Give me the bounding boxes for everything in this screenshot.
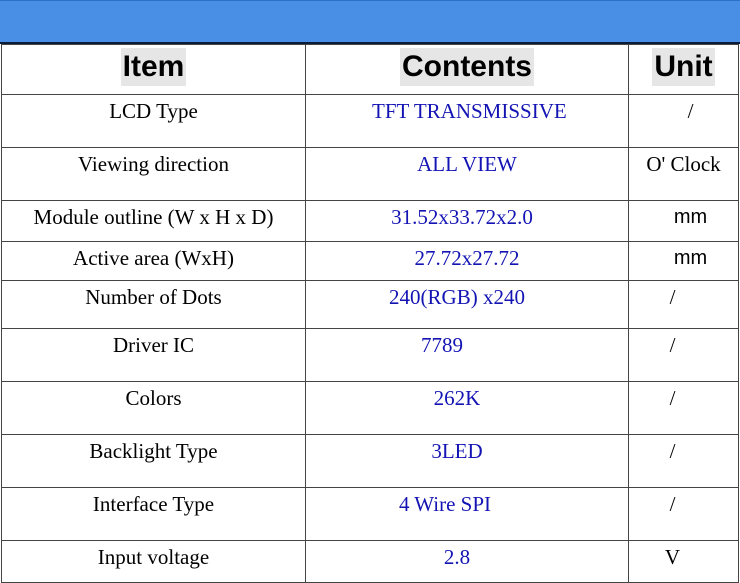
unit-value: / <box>669 386 676 410</box>
contents-cell <box>306 201 629 242</box>
item-cell <box>2 242 306 281</box>
contents-value: TFT TRANSMISSIVE <box>372 99 567 123</box>
item-cell <box>2 382 306 435</box>
contents-value: 4 Wire SPI <box>398 492 492 516</box>
item-label: Colors <box>125 386 182 410</box>
item-label: Driver IC <box>112 333 195 357</box>
item-cell <box>2 95 306 148</box>
table-row <box>2 488 739 541</box>
table-row <box>2 435 739 488</box>
unit-value: O' Clock <box>646 152 721 176</box>
item-label: Module outline (W x H x D) <box>33 205 274 229</box>
contents-cell <box>306 329 629 382</box>
item-cell <box>2 488 306 541</box>
unit-cell <box>629 382 739 435</box>
contents-value: 27.72x27.72 <box>414 246 520 270</box>
unit-cell <box>629 329 739 382</box>
item-label: Number of Dots <box>85 285 222 309</box>
unit-value: mm <box>673 206 708 228</box>
contents-value: 3LED <box>431 439 483 463</box>
item-cell <box>2 201 306 242</box>
contents-cell <box>306 242 629 281</box>
contents-cell <box>306 488 629 541</box>
header-contents-cell <box>306 45 629 95</box>
contents-cell <box>306 382 629 435</box>
unit-value: / <box>687 99 694 123</box>
unit-cell <box>629 201 739 242</box>
unit-cell <box>629 148 739 201</box>
unit-cell <box>629 541 739 583</box>
unit-cell <box>629 95 739 148</box>
table-row <box>2 281 739 329</box>
unit-value: / <box>669 333 676 357</box>
table-row <box>2 541 739 583</box>
contents-value: 240(RGB) x240 <box>389 285 525 309</box>
header-item: Item <box>121 48 187 86</box>
contents-cell <box>306 541 629 583</box>
item-label: Viewing direction <box>78 152 229 176</box>
unit-cell <box>629 281 739 329</box>
contents-value: 262K <box>433 386 481 410</box>
contents-value: 31.52x33.72x2.0 <box>391 205 533 229</box>
contents-cell <box>306 435 629 488</box>
header-item-cell <box>2 45 306 95</box>
contents-cell <box>306 95 629 148</box>
unit-value: mm <box>673 247 708 269</box>
item-label: Backlight Type <box>89 439 218 463</box>
item-label: Active area (WxH) <box>73 246 234 270</box>
table-row <box>2 242 739 281</box>
unit-value: / <box>669 439 676 463</box>
contents-cell <box>306 281 629 329</box>
table-row <box>2 148 739 201</box>
table-row <box>2 382 739 435</box>
header-unit: Unit <box>652 48 714 86</box>
table-row <box>2 201 739 242</box>
header-unit-cell <box>629 45 739 95</box>
item-cell <box>2 148 306 201</box>
unit-cell <box>629 242 739 281</box>
unit-cell <box>629 488 739 541</box>
item-cell <box>2 435 306 488</box>
unit-value: / <box>669 285 676 309</box>
contents-value: ALL VIEW <box>417 152 517 176</box>
contents-cell <box>306 148 629 201</box>
unit-value: V <box>664 545 681 569</box>
contents-value: 2.8 <box>443 545 471 569</box>
contents-value: 7789 <box>421 333 463 357</box>
header-band <box>0 0 740 44</box>
item-label: Interface Type <box>92 492 215 516</box>
spec-table <box>1 44 739 583</box>
header-contents: Contents <box>400 48 534 86</box>
table-row <box>2 329 739 382</box>
unit-value: / <box>669 492 676 516</box>
item-cell <box>2 329 306 382</box>
unit-cell <box>629 435 739 488</box>
table-row <box>2 95 739 148</box>
item-label: Input voltage <box>97 545 210 569</box>
item-cell <box>2 541 306 583</box>
table-header-row <box>2 45 739 95</box>
item-label: LCD Type <box>109 99 198 123</box>
item-cell <box>2 281 306 329</box>
